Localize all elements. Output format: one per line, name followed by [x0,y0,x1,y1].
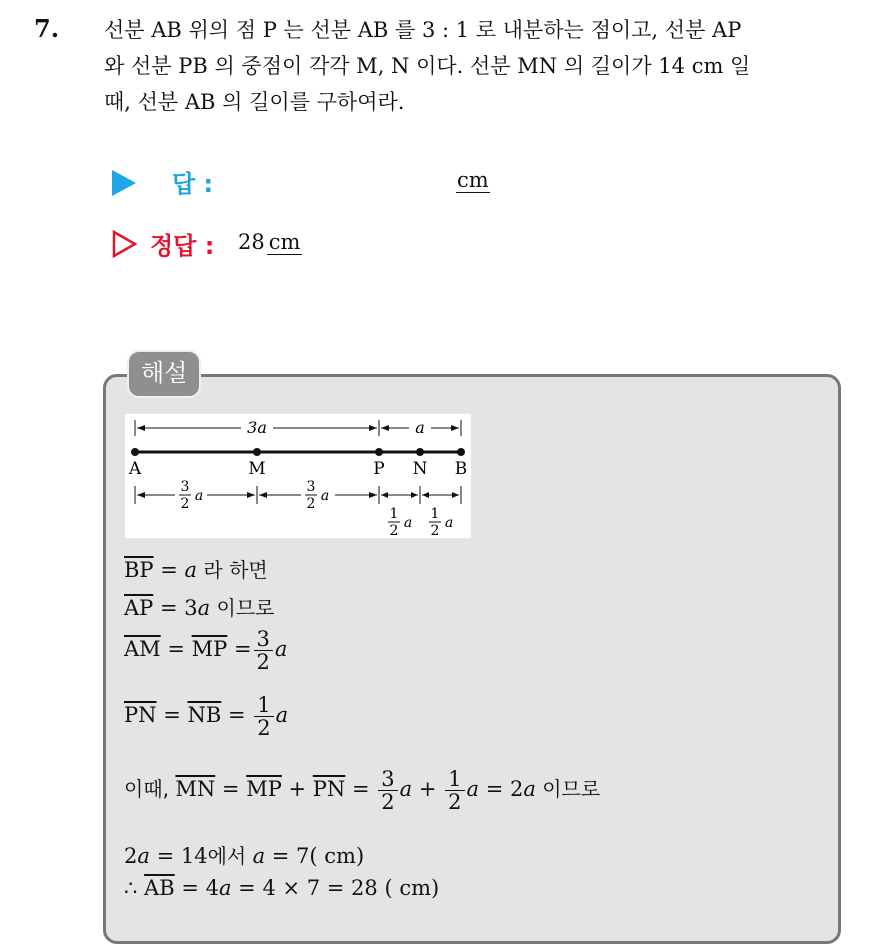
equals: = 14 [149,844,208,868]
variable: a [218,876,232,900]
equals: = [345,777,377,801]
segment: $\overline{BP}$ [124,558,154,582]
frac-num: 3 [180,479,190,495]
equals: = 4 [174,876,219,900]
solution-line-7 [124,876,439,900]
numerator: 3 [254,628,273,651]
segment: $\overline{NB}$ [187,703,222,727]
frac-den: 2 [389,523,399,538]
segment: $\overline{PN}$ [312,777,346,801]
result: = 4 × 7 = 28 ( cm) [231,876,440,900]
question-line: 와 선분 PB 의 중점이 각각 M, N 이다. 선분 MN 의 길이가 14 cm 일 [104,54,751,78]
frac-var: a [320,488,330,504]
variable: a [399,777,413,801]
equals: = 2 [479,777,524,801]
frac-den: 2 [180,496,190,512]
equals: = 7( cm) [265,844,365,868]
correct-number: 28 [238,230,265,254]
variable: a [466,777,480,801]
play-triangle-icon [112,170,136,196]
variable: a [197,596,211,620]
number: 2 [124,844,138,868]
frac-var: a [194,488,204,504]
solution-line-4 [124,694,288,739]
segment: $\overline{MP}$ [246,777,282,801]
point-M: M [248,459,266,479]
fraction [445,768,464,813]
therefore-symbol: ∴ [124,876,145,900]
solution-line-2 [124,592,274,621]
answer-row [110,164,530,204]
point-P: P [373,459,385,479]
variable: a [274,637,288,661]
segment: $\overline{AP}$ [124,596,154,620]
label-3a: 3a [247,418,267,437]
solution-line-5 [124,768,600,813]
variable: a [184,558,198,582]
solution-line-6 [124,840,364,869]
outline-triangle-icon [112,230,138,258]
numerator: 1 [445,768,464,791]
frac-var: a [444,515,454,531]
question-text [104,12,864,120]
korean-text: 라 하면 [197,558,268,582]
equals: = [227,637,252,661]
segment-diagram [125,414,471,538]
segment: $\overline{PN}$ [124,703,157,727]
segment: $\overline{AB}$ [144,876,175,900]
solution-line-1 [124,554,268,583]
frac-var: a [403,515,413,531]
plus: + [412,777,444,801]
variable: a [252,844,266,868]
solution-tag: 해설 [127,350,201,398]
question-line: 때, 선분 AB 의 길이를 구하여라. [104,90,405,114]
equals: = [153,558,185,582]
correct-unit: cm [268,230,301,254]
frac-den: 2 [430,523,440,538]
korean-text: 이때, [124,777,176,801]
frac-num: 1 [389,506,399,522]
fraction [254,694,273,739]
equals: = [160,637,192,661]
frac-num: 1 [430,506,440,522]
correct-value [238,230,302,254]
korean-text: 이므로 [210,596,275,620]
segment-diagram-svg [125,414,471,538]
korean-text: 에서 [207,844,253,868]
correct-answer-row [110,226,530,266]
equals: = [221,703,253,727]
fraction [378,768,397,813]
correct-label: 정답 : [150,232,215,260]
segment: $\overline{MP}$ [191,637,228,661]
equals: = [156,703,188,727]
denominator: 2 [257,716,271,740]
variable: a [137,844,150,868]
point-B: B [454,459,468,479]
question-number: 7. [34,14,60,43]
question-line: 선분 AB 위의 점 P 는 선분 AB 를 3 : 1 로 내분하는 점이고, 선분 AP [104,18,742,42]
point-A: A [128,459,142,479]
segment: $\overline{MN}$ [175,777,216,801]
equals: = 3 [153,596,198,620]
answer-label: 답 : [172,170,214,198]
denominator: 2 [381,790,395,814]
point-N: N [412,459,428,479]
denominator: 2 [256,650,270,674]
fraction [254,628,273,673]
answer-unit: cm [457,168,489,192]
frac-den: 2 [306,496,316,512]
plus: + [281,777,313,801]
korean-text: 이므로 [535,777,601,801]
label-a: a [415,418,425,437]
variable: a [523,777,536,801]
numerator: 1 [254,694,273,717]
variable: a [275,703,289,727]
frac-num: 3 [306,479,316,495]
numerator: 3 [378,768,397,791]
denominator: 2 [448,790,462,814]
equals: = [215,777,247,801]
segment: $\overline{AM}$ [124,637,161,661]
solution-line-3 [124,628,287,673]
